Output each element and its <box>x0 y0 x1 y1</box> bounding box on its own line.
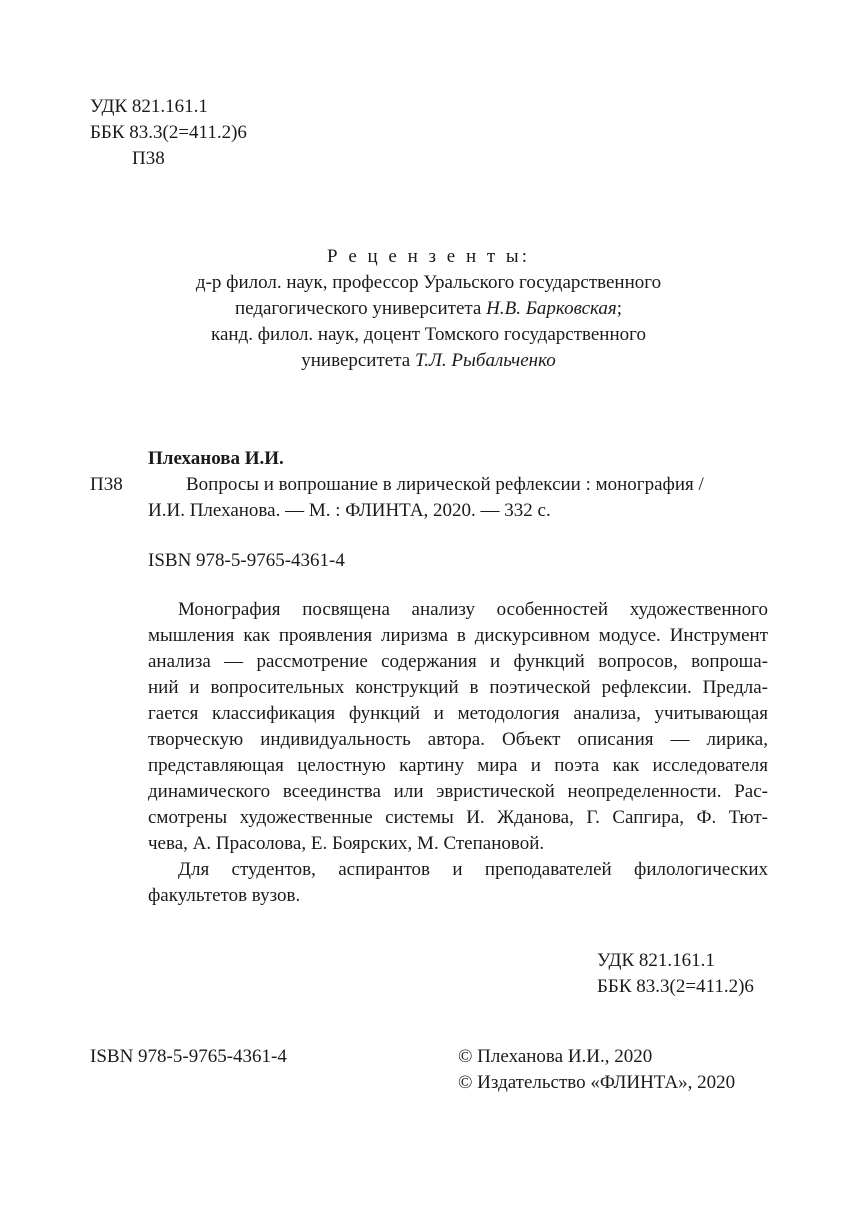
copyright-author: © Плеханова И.И., 2020 <box>458 1046 653 1067</box>
isbn-footer: ISBN 978-5-9765-4361-4 <box>90 1046 287 1067</box>
entry-isbn: ISBN 978-5-9765-4361-4 <box>148 550 345 571</box>
entry-title-line-1: Вопросы и вопрошание в лирической рефлексии : монография / <box>186 474 704 495</box>
audience-line-2: факультетов вузов. <box>148 885 301 906</box>
abstract-line: Монография посвящена анализу особенностей художественного <box>178 599 768 620</box>
entry-code: П38 <box>90 474 123 495</box>
bbk-footer: ББК 83.3(2=411.2)6 <box>597 976 754 997</box>
abstract-line: мышления как проявления лиризма в дискурсивном модусе. Инструмент <box>148 625 768 646</box>
udk-header: УДК 821.161.1 <box>90 96 208 117</box>
reviewer-2-affiliation: университета <box>301 350 415 371</box>
reviewer-1-affiliation: педагогического университета <box>234 298 487 319</box>
bbk-header: ББК 83.3(2=411.2)6 <box>90 122 247 143</box>
entry-title-line-2: И.И. Плеханова. — М. : ФЛИНТА, 2020. — 332 с. <box>148 500 551 521</box>
reviewer-2-line-1: канд. филол. наук, доцент Томского государственного <box>211 324 646 345</box>
abstract-line: творческую индивидуальность автора. Объект описания — лирика, <box>148 729 768 750</box>
audience-line-1: Для студентов, аспирантов и преподавателей филологических <box>178 859 768 880</box>
entry-author: Плеханова И.И. <box>148 448 284 469</box>
reviewer-1-separator: ; <box>616 298 623 319</box>
abstract-line: чева, А. Прасолова, Е. Боярских, М. Степановой. <box>148 833 545 854</box>
reviewer-2-name: Т.Л. Рыбальченко <box>414 350 556 371</box>
abstract-line: гается классификация функций и методология анализа, учитывающая <box>148 703 768 724</box>
udk-footer: УДК 821.161.1 <box>597 950 715 971</box>
reviewer-1-line-2 <box>0 296 857 321</box>
abstract-line: анализа — рассмотрение содержания и функций вопросов, вопроша- <box>148 651 768 672</box>
reviewer-1-name: Н.В. Барковская <box>486 298 617 319</box>
abstract-line: ний и вопросительных конструкций в поэтической рефлексии. Предла- <box>148 677 768 698</box>
reviewer-1-line-1: д-р филол. наук, профессор Уральского государственного <box>195 272 662 293</box>
abstract-line: представляющая целостную картину мира и поэта как исследователя <box>148 755 768 776</box>
abstract-line: смотрены художественные системы И. Жданова, Г. Сапгира, Ф. Тют- <box>148 807 768 828</box>
abstract-line: динамического всеединства или эвристической неопределенности. Рас- <box>148 781 768 802</box>
reviewer-2-line-2 <box>0 348 857 373</box>
copyright-publisher: © Издательство «ФЛИНТА», 2020 <box>458 1072 736 1093</box>
author-code-header: П38 <box>132 148 165 169</box>
reviewers-title: Р е ц е н з е н т ы: <box>327 246 530 267</box>
